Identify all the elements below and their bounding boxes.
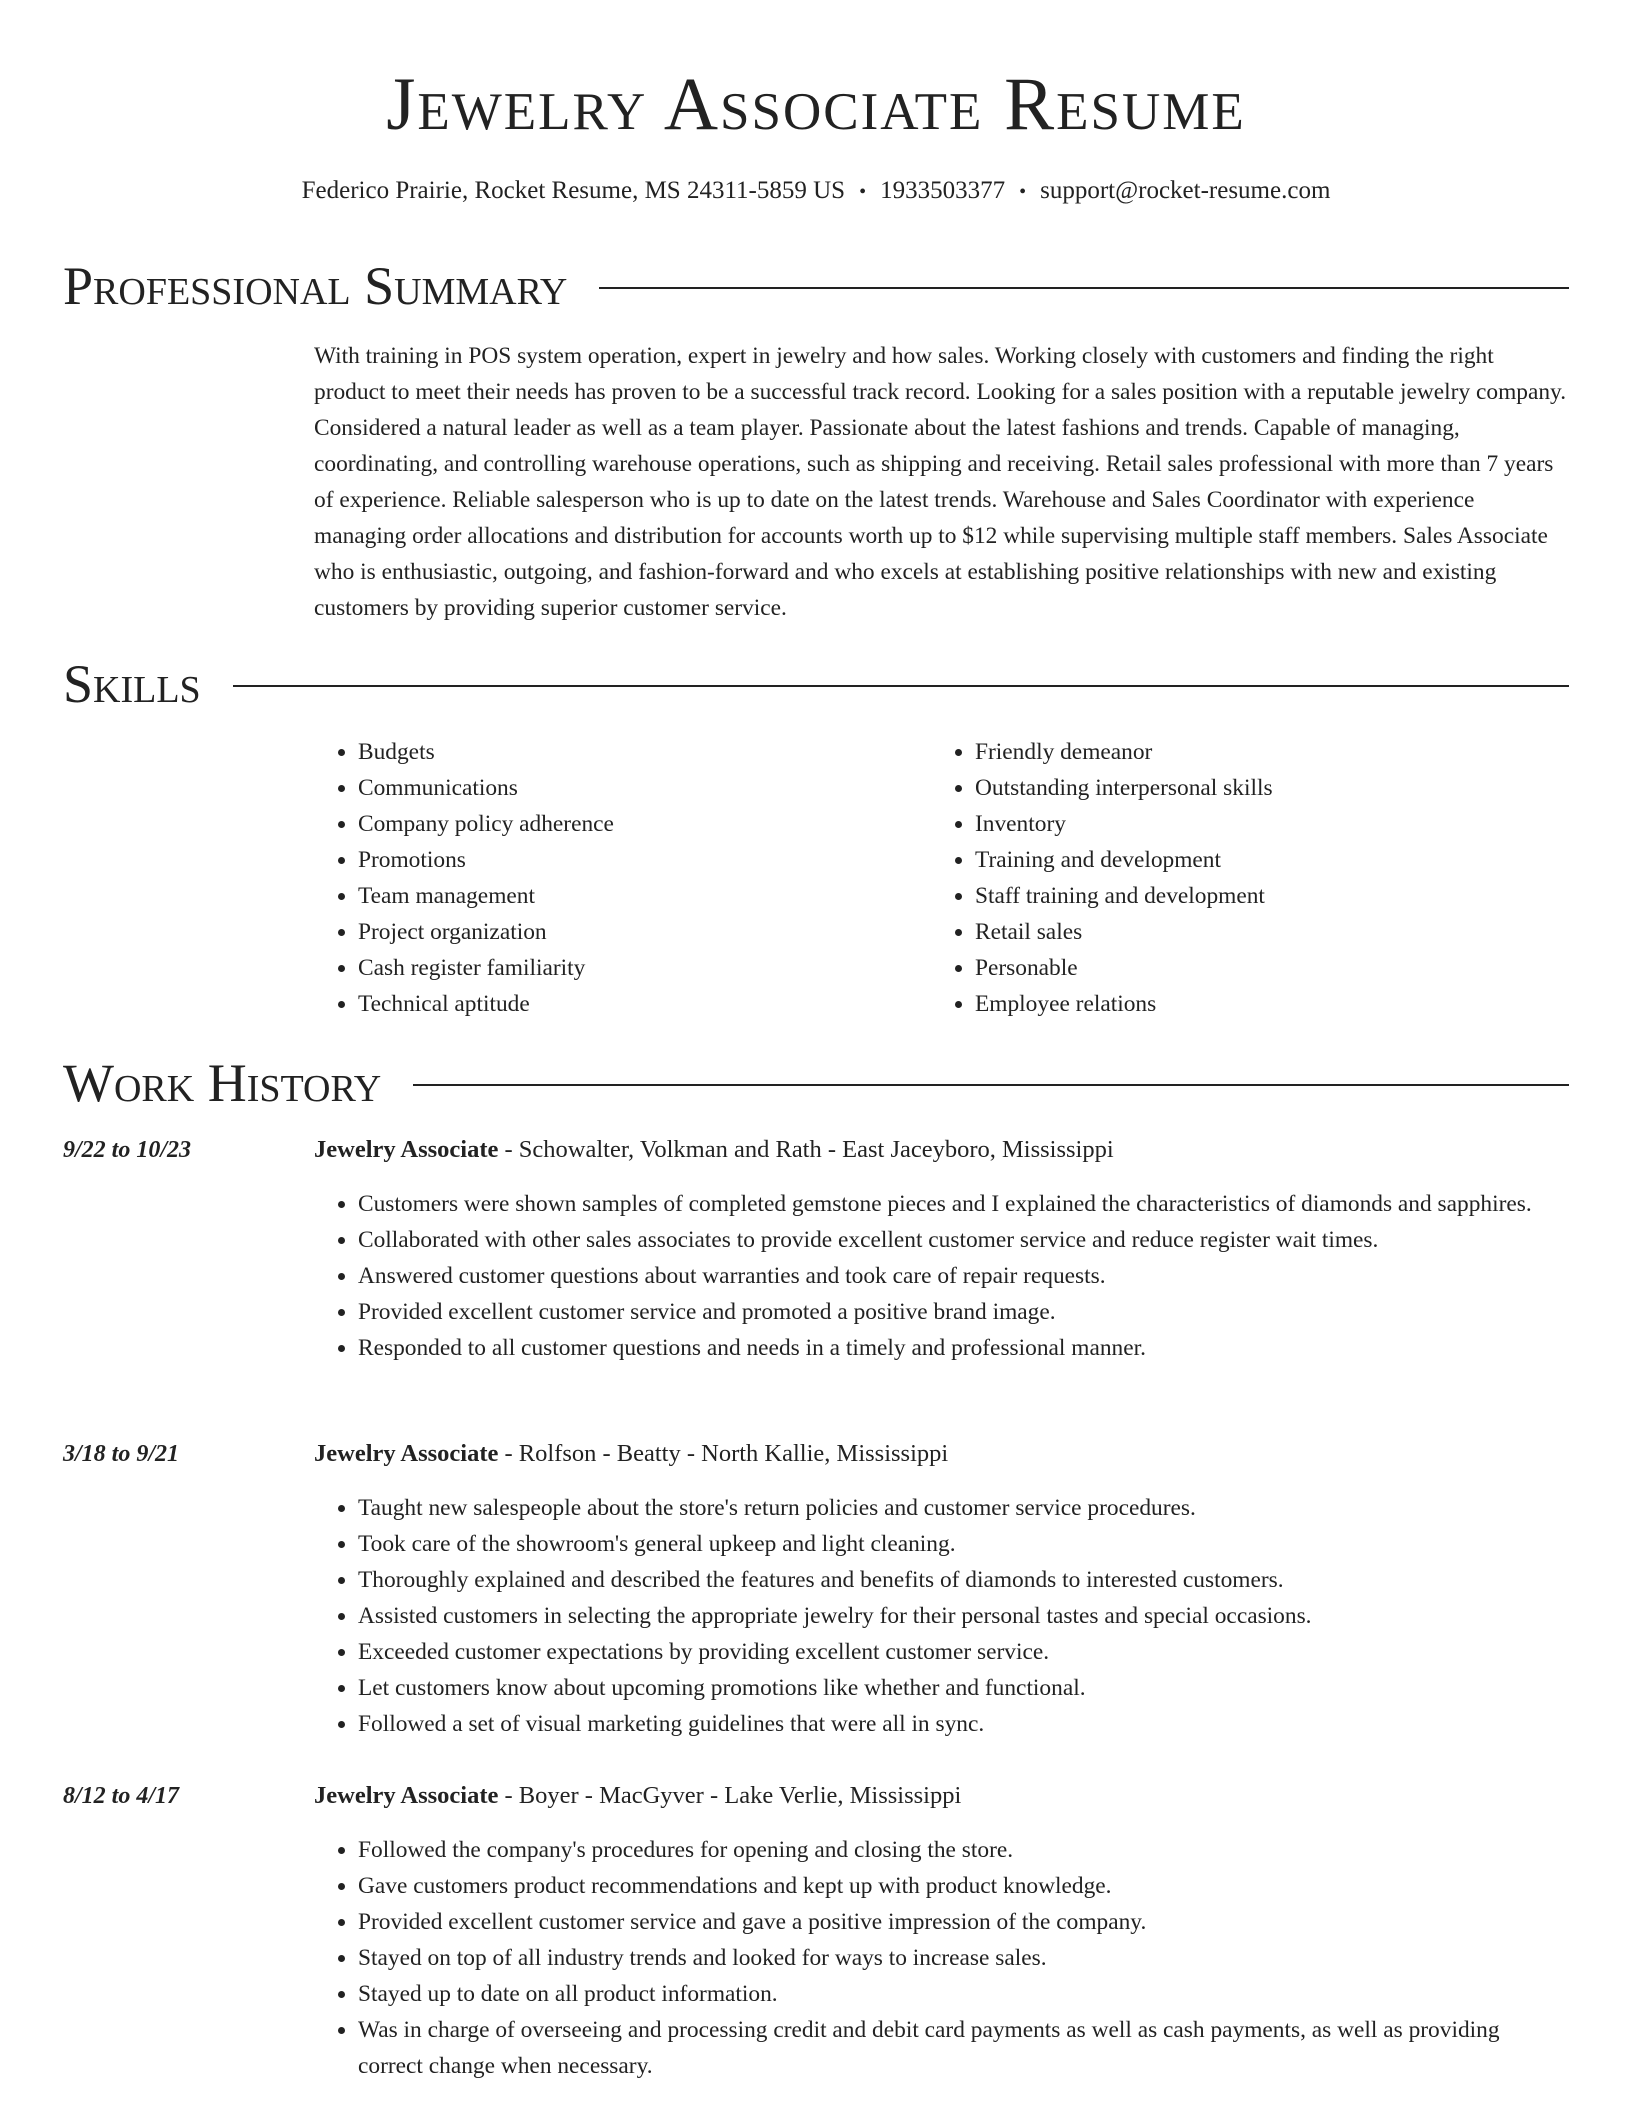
work-bullet: • Collaborated with other sales associates to provide excellent customer service and reduce register wait times. bbox=[358, 1222, 1569, 1258]
work-title-line bbox=[314, 1132, 1569, 1168]
work-entry bbox=[63, 1132, 1569, 1366]
skill-item: • Communications bbox=[358, 770, 931, 806]
work-bullets bbox=[314, 1832, 1569, 2084]
skills-list bbox=[314, 734, 1569, 1022]
work-section-header bbox=[63, 1053, 1569, 1113]
work-bullet: • Let customers know about upcoming promotions like whether and functional. bbox=[358, 1670, 1569, 1706]
contact-address: Federico Prairie, Rocket Resume, MS 24311-5859 US bbox=[301, 177, 846, 204]
skill-item: • Cash register familiarity bbox=[358, 950, 931, 986]
skill-item: • Staff training and development bbox=[975, 878, 1548, 914]
work-bullets bbox=[314, 1186, 1569, 1366]
work-role: Jewelry Associate bbox=[314, 1136, 499, 1163]
skills-column-right bbox=[931, 734, 1548, 1022]
work-title-line bbox=[314, 1436, 1569, 1472]
skill-item: • Friendly demeanor bbox=[975, 734, 1548, 770]
skill-item: • Outstanding interpersonal skills bbox=[975, 770, 1548, 806]
work-heading: Work History bbox=[63, 1053, 382, 1113]
work-employer-location: - Rolfson - Beatty - North Kallie, Mississippi bbox=[498, 1440, 949, 1467]
section-divider bbox=[413, 1084, 1569, 1086]
work-bullet: • Followed a set of visual marketing guidelines that were all in sync. bbox=[358, 1706, 1569, 1742]
work-bullet: • Provided excellent customer service and gave a positive impression of the company. bbox=[358, 1904, 1569, 1940]
skill-item: • Technical aptitude bbox=[358, 986, 931, 1022]
skill-item: • Training and development bbox=[975, 842, 1548, 878]
contact-phone: 1933503377 bbox=[880, 177, 1006, 204]
work-bullet: • Customers were shown samples of completed gemstone pieces and I explained the characteristics of diamonds and sapphires. bbox=[358, 1186, 1569, 1222]
skills-heading: Skills bbox=[63, 654, 201, 714]
work-bullet: • Stayed on top of all industry trends and looked for ways to increase sales. bbox=[358, 1940, 1569, 1976]
section-divider bbox=[233, 685, 1569, 687]
skill-item: • Budgets bbox=[358, 734, 931, 770]
skill-item: • Project organization bbox=[358, 914, 931, 950]
work-bullet: • Assisted customers in selecting the appropriate jewelry for their personal tastes and special occasions. bbox=[358, 1598, 1569, 1634]
work-bullet: • Followed the company's procedures for opening and closing the store. bbox=[358, 1832, 1569, 1868]
skill-item: • Retail sales bbox=[975, 914, 1548, 950]
section-divider bbox=[599, 287, 1569, 289]
skill-item: • Promotions bbox=[358, 842, 931, 878]
work-employer-location: - Boyer - MacGyver - Lake Verlie, Mississippi bbox=[498, 1782, 962, 1809]
work-bullet: • Responded to all customer questions and needs in a timely and professional manner. bbox=[358, 1330, 1569, 1366]
skill-item: • Personable bbox=[975, 950, 1548, 986]
summary-text: With training in POS system operation, expert in jewelry and how sales. Working closely with customers and finding the right product to meet their needs has proven to be a successful track record. Looking for a sales position with a reputable jewelry company. Considered a natural leader as well as a team player. Passionate about the latest fashions and trends. Capable of managing, coordinating, and controlling warehouse operations, such as shipping and receiving. Retail sales professional with more than 7 years of experience. Reliable salesperson who is up to date on the latest trends. Warehouse and Sales Coordinator with experience managing order allocations and distribution for accounts worth up to $12 while supervising multiple staff members. Sales Associate who is enthusiastic, outgoing, and fashion-forward and who excels at establishing positive relationships with new and existing customers by providing superior customer service. bbox=[314, 343, 1567, 621]
work-dates: 9/22 to 10/23 bbox=[63, 1137, 192, 1163]
work-bullet: • Provided excellent customer service and promoted a positive brand image. bbox=[358, 1294, 1569, 1330]
work-bullet: • Exceeded customer expectations by providing excellent customer service. bbox=[358, 1634, 1569, 1670]
work-bullet: • Thoroughly explained and described the features and benefits of diamonds to interested customers. bbox=[358, 1562, 1569, 1598]
work-employer-location: - Schowalter, Volkman and Rath - East Jaceyboro, Mississippi bbox=[498, 1136, 1114, 1163]
work-role: Jewelry Associate bbox=[314, 1782, 499, 1809]
contact-separator: • bbox=[859, 181, 867, 203]
work-entry bbox=[63, 1778, 1569, 2084]
skill-item: • Inventory bbox=[975, 806, 1548, 842]
skills-column-left bbox=[314, 734, 931, 1022]
contact-line bbox=[0, 174, 1632, 209]
skills-section-header bbox=[63, 654, 1569, 714]
contact-email: support@rocket-resume.com bbox=[1040, 177, 1331, 204]
skill-item: • Employee relations bbox=[975, 986, 1548, 1022]
work-bullet: • Taught new salespeople about the store's return policies and customer service procedures. bbox=[358, 1490, 1569, 1526]
work-bullet: • Took care of the showroom's general upkeep and light cleaning. bbox=[358, 1526, 1569, 1562]
work-bullet: • Gave customers product recommendations and kept up with product knowledge. bbox=[358, 1868, 1569, 1904]
work-dates: 8/12 to 4/17 bbox=[63, 1783, 180, 1809]
work-entry bbox=[63, 1436, 1569, 1742]
resume-title: Jewelry Associate Resume bbox=[386, 63, 1246, 146]
skill-item: • Company policy adherence bbox=[358, 806, 931, 842]
work-dates: 3/18 to 9/21 bbox=[63, 1441, 180, 1467]
contact-separator: • bbox=[1019, 181, 1027, 203]
summary-heading: Professional Summary bbox=[63, 256, 568, 316]
work-role: Jewelry Associate bbox=[314, 1440, 499, 1467]
skill-item: • Team management bbox=[358, 878, 931, 914]
work-title-line bbox=[314, 1778, 1569, 1814]
work-bullet: • Was in charge of overseeing and processing credit and debit card payments as well as cash payments, as well as providing correct change when necessary. bbox=[358, 2012, 1569, 2084]
work-bullet: • Answered customer questions about warranties and took care of repair requests. bbox=[358, 1258, 1569, 1294]
summary-section-header bbox=[63, 256, 1569, 316]
work-bullet: • Stayed up to date on all product information. bbox=[358, 1976, 1569, 2012]
work-bullets bbox=[314, 1490, 1569, 1742]
